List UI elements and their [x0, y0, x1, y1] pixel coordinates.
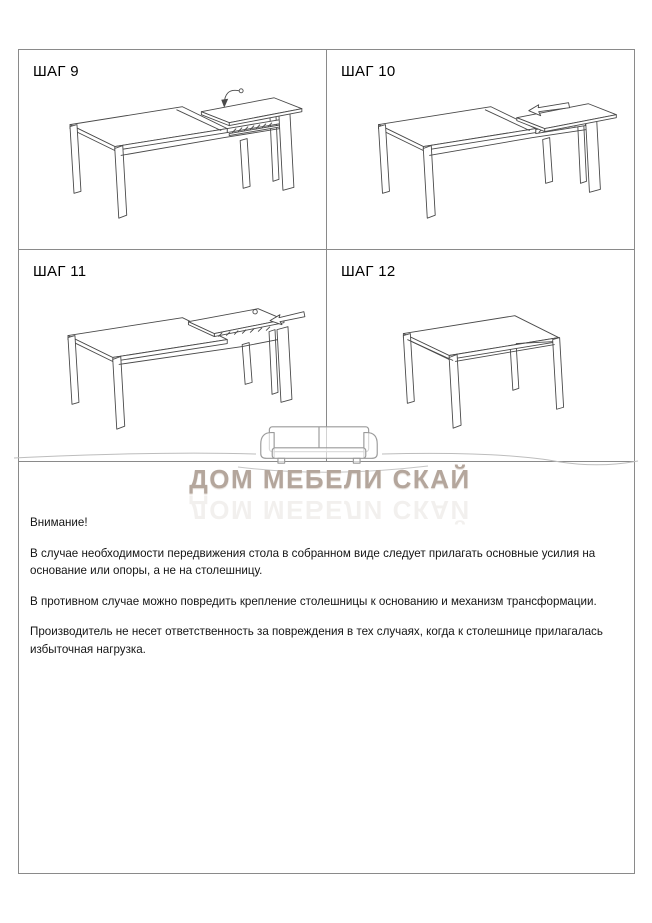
- step-9-cell: [19, 50, 327, 250]
- step-9-label: ШАГ 9: [33, 63, 79, 80]
- instruction-sheet-frame: [18, 49, 635, 874]
- watermark-text: ДОМ МЕБЕЛИ СКАЙ: [189, 464, 471, 494]
- warning-notice: [19, 462, 634, 671]
- step-11-label: ШАГ 11: [33, 263, 87, 280]
- step-11-cell: [19, 250, 327, 462]
- step-12-diagram: [327, 250, 634, 461]
- notice-title: Внимание!: [30, 516, 88, 529]
- step-10-diagram: [327, 50, 634, 249]
- step-9-diagram: [19, 50, 326, 249]
- notice-paragraph-2: В противном случае можно повредить крепление столешницы к основанию и механизм трансформации.: [30, 594, 597, 608]
- step-12-label: ШАГ 12: [341, 263, 396, 280]
- notice-paragraph-1: В случае необходимости передвижения стола в собранном виде следует прилагать основные усилия на основание или опоры, а не на столешницу.: [30, 546, 596, 577]
- notice-paragraph-3: Производитель не несет ответственность за повреждения в тех случаях, когда к столешнице прилагалась избыточная нагрузка.: [30, 625, 603, 656]
- step-10-cell: [327, 50, 634, 250]
- step-11-diagram: [19, 250, 326, 461]
- step-10-label: ШАГ 10: [341, 63, 396, 80]
- step-12-cell: [327, 250, 634, 462]
